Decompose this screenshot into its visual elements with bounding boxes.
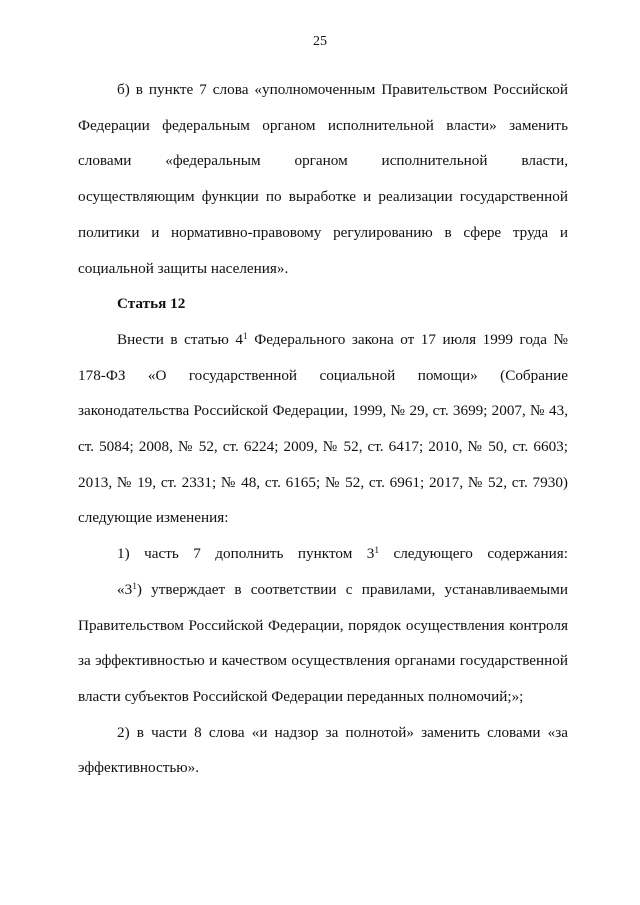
document-body [78,72,568,786]
page-number: 25 [313,34,327,49]
superscript: 1 [374,545,380,556]
paragraph-article-intro [78,322,568,536]
paragraph-text: 1) часть 7 дополнить пунктом 3 [117,545,375,563]
paragraph-item-2: 2) в части 8 слова «и надзор за полнотой» заменить словами «за эффективностью». [78,723,568,777]
superscript: 1 [132,581,137,592]
paragraph-text: Внести в статью 4 [117,330,244,348]
superscript: 1 [243,331,248,342]
paragraph-text: следующего содержания: [379,545,568,563]
paragraph-text: «3 [117,580,133,598]
paragraph-quoted-point [78,572,568,715]
article-heading: Статья 12 [117,295,186,313]
paragraph-text: ) утверждает в соответствии с правилами, устанавливаемыми Правительством Российской Федерации, порядок осуществления контроля за эффективностью и качеством осуществления органами государственной власти субъектов Российской Федерации переданных полномочий;»; [78,580,568,705]
paragraph-text: Федерального закона от 17 июля 1999 года № 178-ФЗ «О государственной социальной помощи» (Собрание законодательства Российской Федерации, 1999, № 29, ст. 3699; 2007, № 43, ст. 5084; 2008, № 52, ст. 6224; 2009, № 52, ст. 6417; 2010, № 50, ст. 6603; 2013, № 19, ст. 2331; № 48, ст. 6165; № 52, ст. 6961; 2017, № 52, ст. 7930) следующие изменения: [78,330,568,527]
paragraph-item-1 [78,536,568,572]
paragraph-amendment-b: б) в пункте 7 слова «уполномоченным Правительством Российской Федерации федеральным органом исполнительной власти» заменить словами «федеральным органом исполнительной власти, осуществляющим функции по выработке и реализации государственной политики и нормативно-правовому регулированию в сфере труда и социальной защиты населения». [78,81,568,277]
